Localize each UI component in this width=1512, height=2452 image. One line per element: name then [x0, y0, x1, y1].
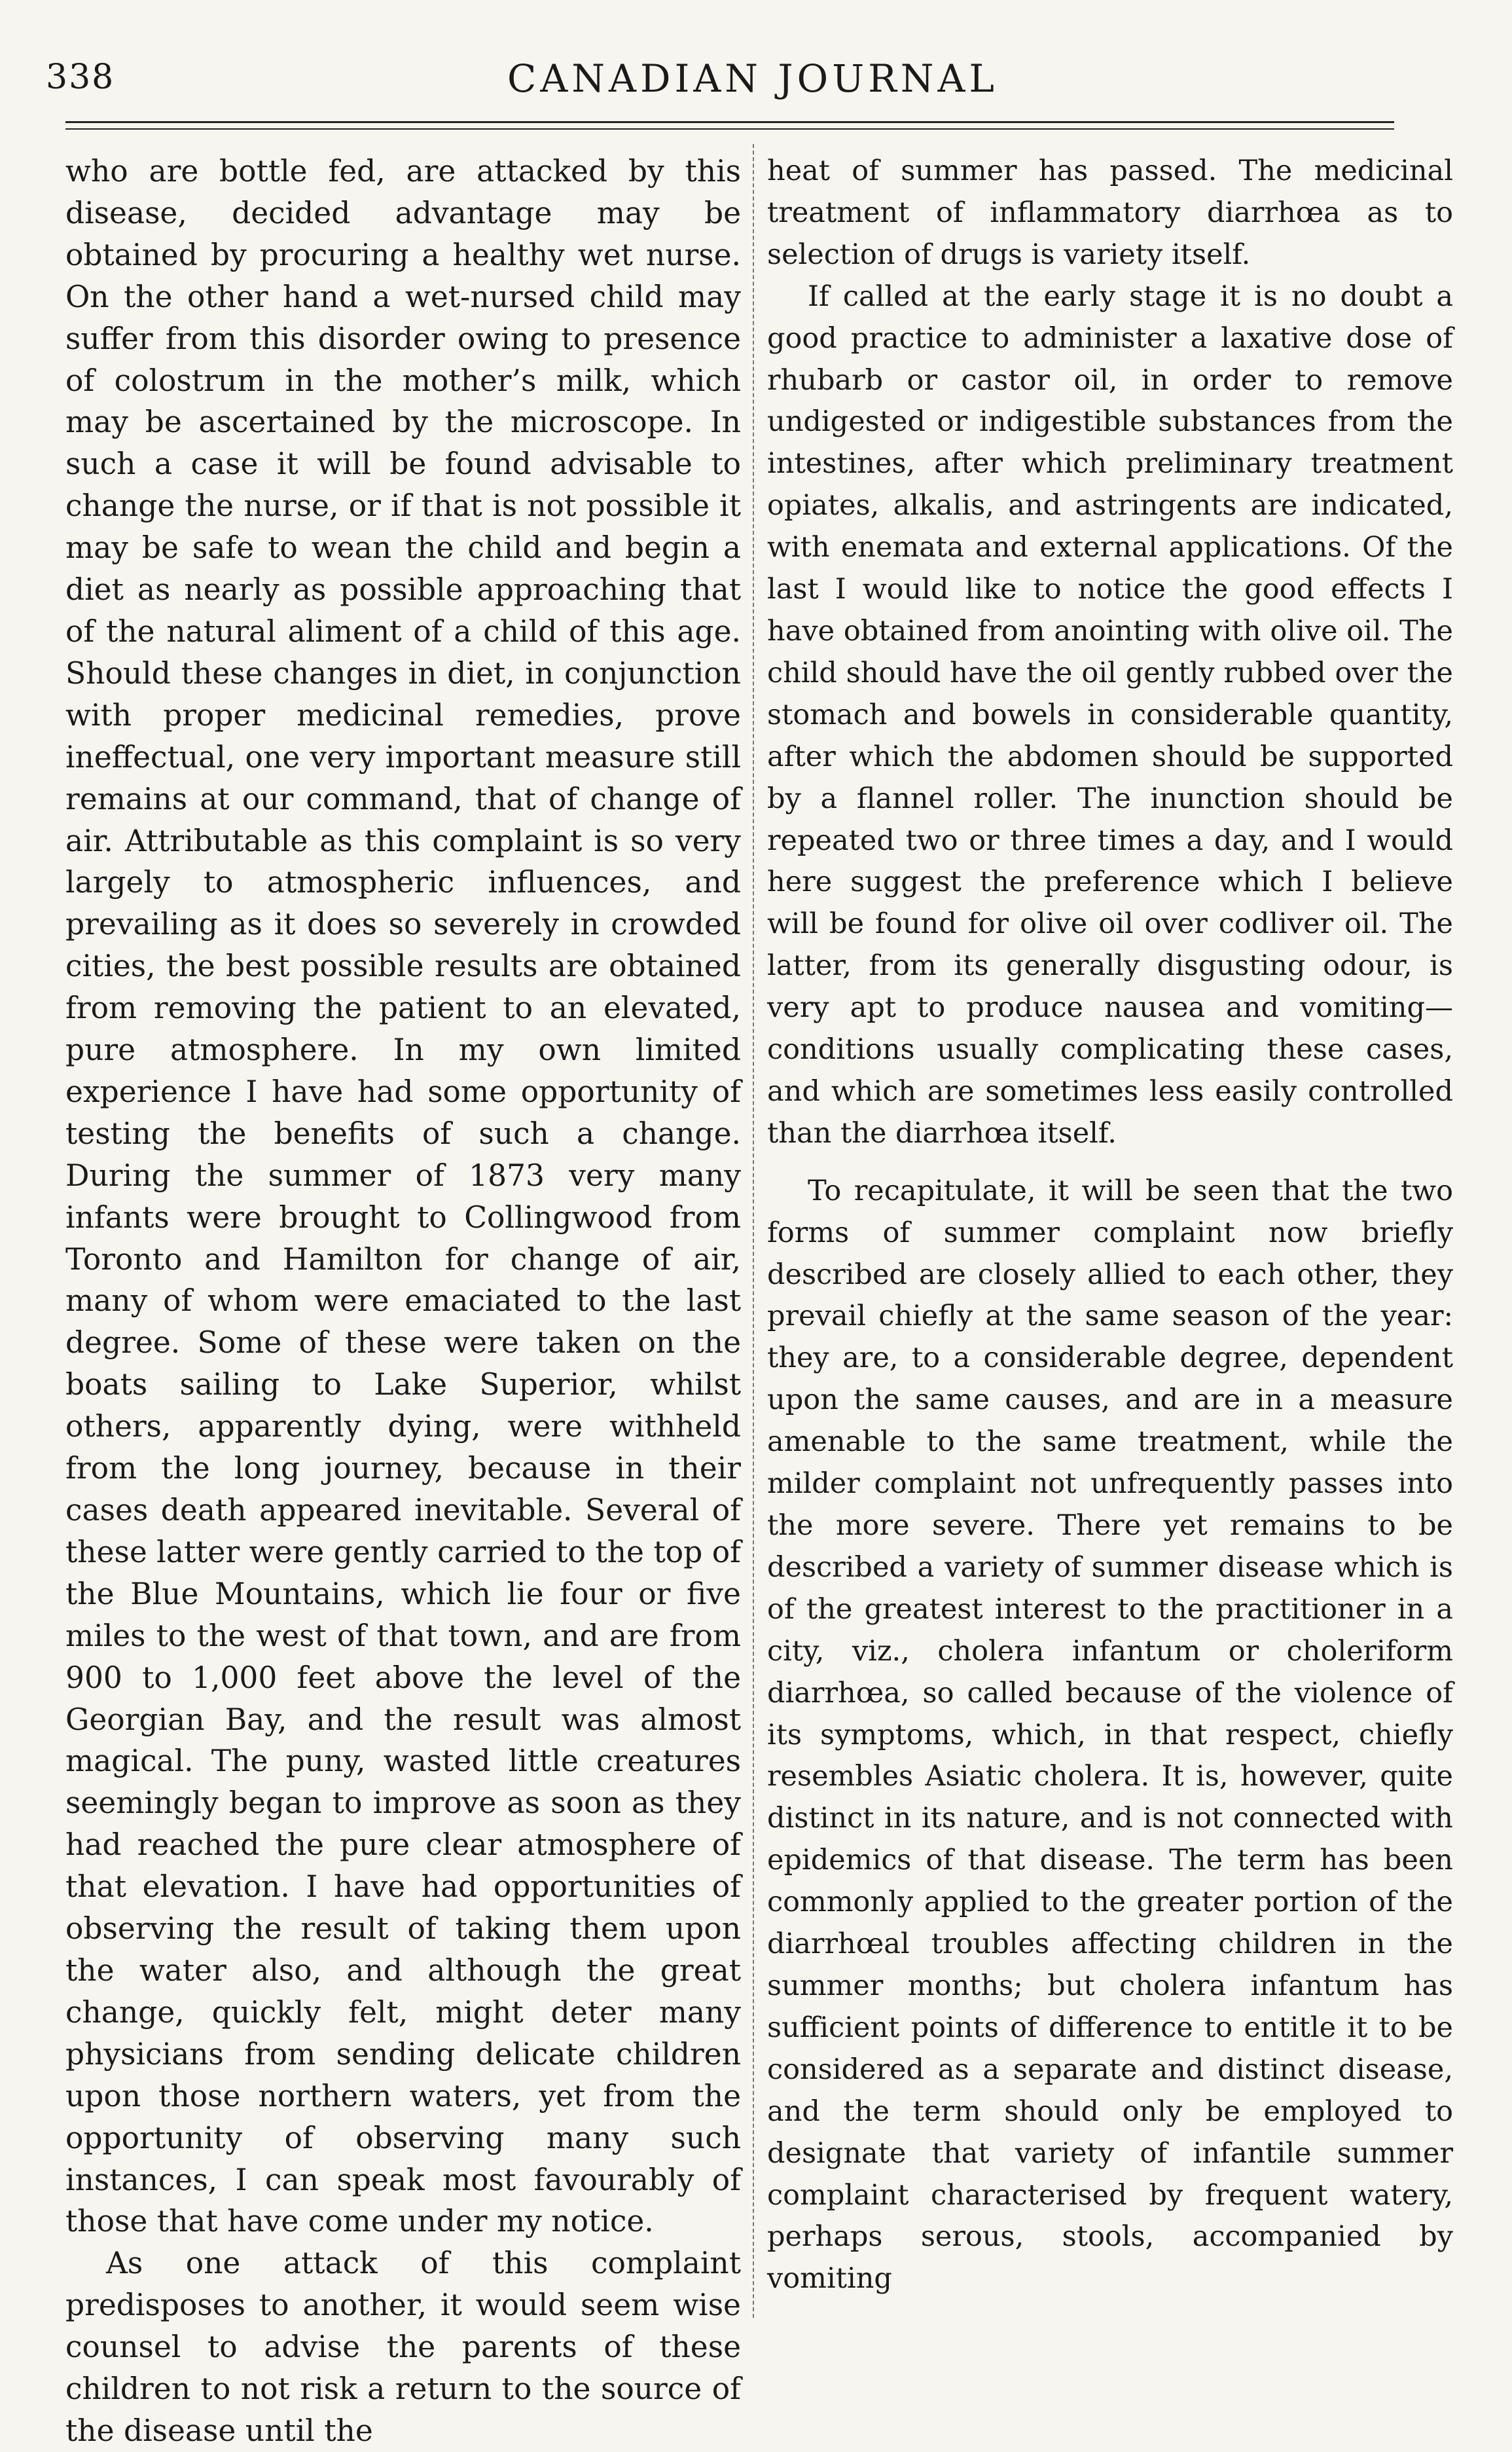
- column-divider: [753, 144, 754, 2318]
- right-paragraph-2: If called at the early stage it is no doubt a good practice to administer a laxative dose of rhubarb or castor oil, in order to remove undigested or indigestible substances from the intestines, after which preliminary treatment opiates, alkalis, and astringents are indicated, with enemata and external applications. Of the last I would like to notice the good effects I have obtained from anointing with olive oil. The child should have the oil gently rubbed over the stomach and bowels in considerable quantity, after which the abdomen should be supported by a flannel roller. The inunction should be repeated two or three times a day, and I would here suggest the preference which I believe will be found for olive oil over codliver oil. The latter, from its generally disgusting odour, is very apt to produce nausea and vomiting—conditions usually complicating these cases, and which are sometimes less easily controlled than the diarrhœa itself.: [767, 280, 1453, 1150]
- left-paragraph-2: As one attack of this complaint predisposes to another, it would seem wise counsel to advise the parents of these children to not risk a return to the source of the disease until the: [65, 2246, 741, 2448]
- running-head: [46, 51, 1460, 110]
- right-column: [767, 151, 1453, 2311]
- right-paragraph-3: To recapitulate, it will be seen that the two forms of summer complaint now briefly described are closely allied to each other, they prevail chiefly at the same season of the year: they are, to a considerable degree, dependent upon the same causes, and are in a measure amenable to the same treatment, while the milder complaint not unfrequently passes into the more severe. There yet remains to be described a variety of summer disease which is of the greatest interest to the practitioner in a city, viz., cholera infantum or choleriform diarrhœa, so called because of the violence of its symptoms, which, in that respect, chiefly resembles Asiatic cholera. It is, however, quite distinct in its nature, and is not connected with epidemics of that disease. The term has been commonly applied to the greater portion of the diarrhœal troubles affecting children in the summer months; but cholera infantum has sufficient points of difference to entitle it to be considered as a separate and distinct disease, and the term should only be employed to designate that variety of infantile summer complaint characterised by frequent watery, perhaps serous, stools, accompanied by vomiting: [767, 1174, 1453, 2296]
- left-column: [65, 151, 741, 2448]
- right-paragraph-continued: heat of summer has passed. The medicinal treatment of inflammatory diarrhœa as to selection of drugs is variety itself.: [767, 155, 1453, 271]
- journal-title: CANADIAN JOURNAL: [507, 56, 998, 101]
- left-paragraph-continued: who are bottle fed, are attacked by this disease, decided advantage may be obtained by procuring a healthy wet nurse. On the other hand a wet-nursed child may suffer from this disorder owing to presence of colostrum in the mother’s milk, which may be ascertained by the microscope. In such a case it will be found advisable to change the nurse, or if that is not possible it may be safe to wean the child and begin a diet as nearly as possible approaching that of the natural aliment of a child of this age. Should these changes in diet, in conjunction with proper medicinal remedies, prove ineffectual, one very important measure still remains at our command, that of change of air. Attributable as this complaint is so very largely to atmospheric influences, and prevailing as it does so severely in crowded cities, the best possible results are obtained from removing the patient to an elevated, pure atmosphere. In my own limited experience I have had some opportunity of testing the benefits of such a change. During the summer of 1873 very many infants were brought to Collingwood from Toronto and Hamilton for change of air, many of whom were emaciated to the last degree. Some of these were taken on the boats sailing to Lake Superior, whilst others, apparently dying, were withheld from the long journey, because in their cases death appeared inevitable. Several of these latter were gently carried to the top of the Blue Mountains, which lie four or five miles to the west of that town, and are from 900 to 1,000 feet above the level of the Georgian Bay, and the result was almost magical. The puny, wasted little creatures seemingly began to improve as soon as they had reached the pure clear atmosphere of that elevation. I have had opportunities of observing the result of taking them upon the water also, and although the great change, quickly felt, might deter many physicians from sending delicate children upon those northern waters, yet from the opportunity of observing many such instances, I can speak most favourably of those that have come under my notice.: [65, 154, 741, 2239]
- header-rule-thin: [65, 128, 1394, 130]
- page-number: 338: [46, 58, 115, 97]
- header-rule-thick: [65, 121, 1394, 123]
